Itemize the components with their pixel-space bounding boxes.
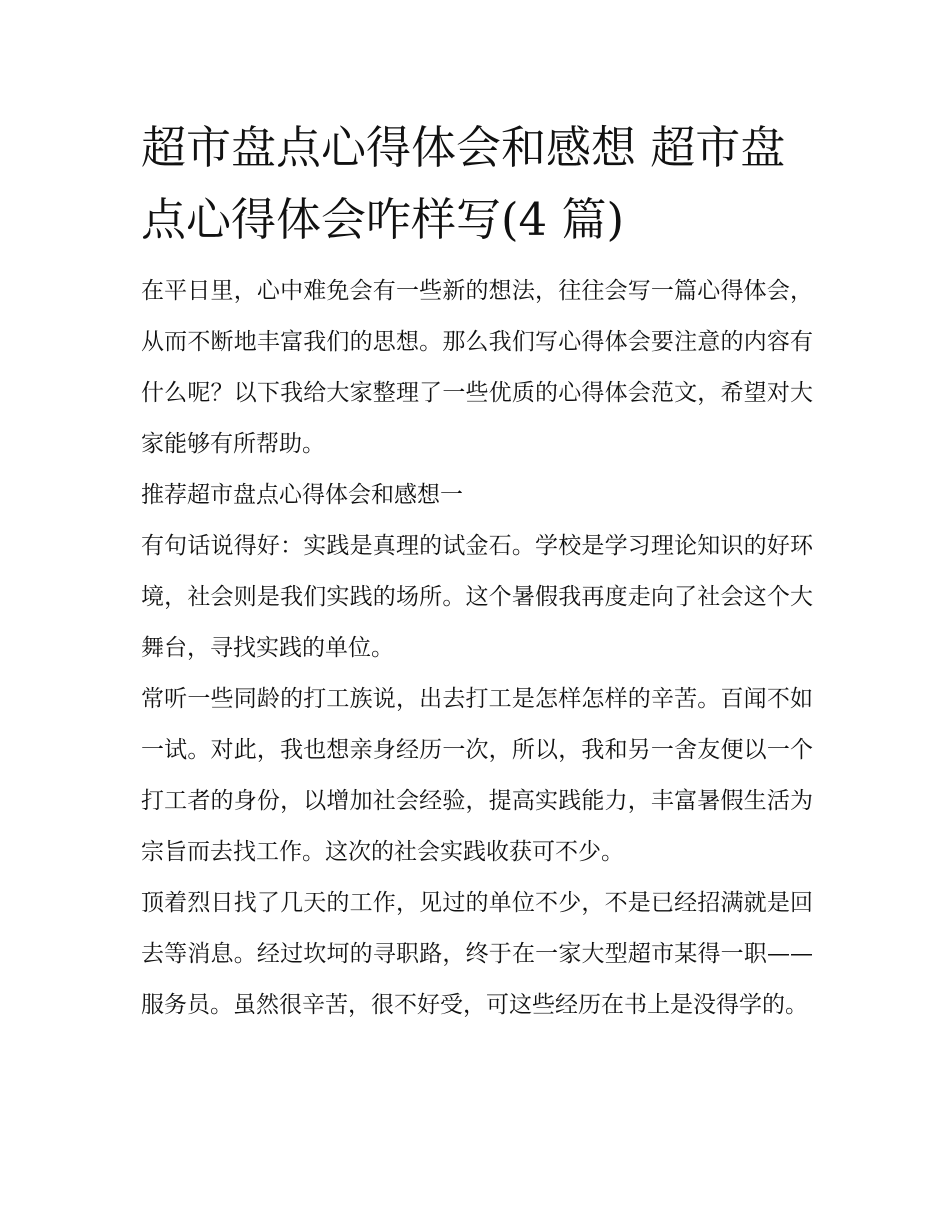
paragraph-practice: 有句话说得好：实践是真理的试金石。学校是学习理论知识的好环境，社会则是我们实践的场所。这个暑假我再度走向了社会这个大舞台，寻找实践的单位。 bbox=[141, 533, 813, 661]
document-body bbox=[141, 266, 813, 1031]
document-title: 超市盘点心得体会和感想 超市盘点心得体会咋样写(4 篇) bbox=[141, 121, 786, 246]
section-heading: 推荐超市盘点心得体会和感想一 bbox=[141, 482, 463, 508]
paragraph-work-experience: 常听一些同龄的打工族说，出去打工是怎样怎样的辛苦。百闻不如一试。对此，我也想亲身经历一次，所以，我和另一舍友便以一个打工者的身份，以增加社会经验，提高实践能力，丰富暑假生活为宗旨而去找工作。这次的社会实践收获可不少。 bbox=[141, 686, 813, 865]
paragraph-intro: 在平日里，心中难免会有一些新的想法，往往会写一篇心得体会，从而不断地丰富我们的思想。那么我们写心得体会要注意的内容有什么呢？以下我给大家整理了一些优质的心得体会范文，希望对大家能够有所帮助。 bbox=[141, 278, 813, 457]
document-content bbox=[141, 112, 813, 1031]
paragraph-job-search: 顶着烈日找了几天的工作，见过的单位不少，不是已经招满就是回去等消息。经过坎坷的寻职路，终于在一家大型超市某得一职——服务员。虽然很辛苦，很不好受，可这些经历在书上是没得学的。 bbox=[141, 890, 813, 1018]
